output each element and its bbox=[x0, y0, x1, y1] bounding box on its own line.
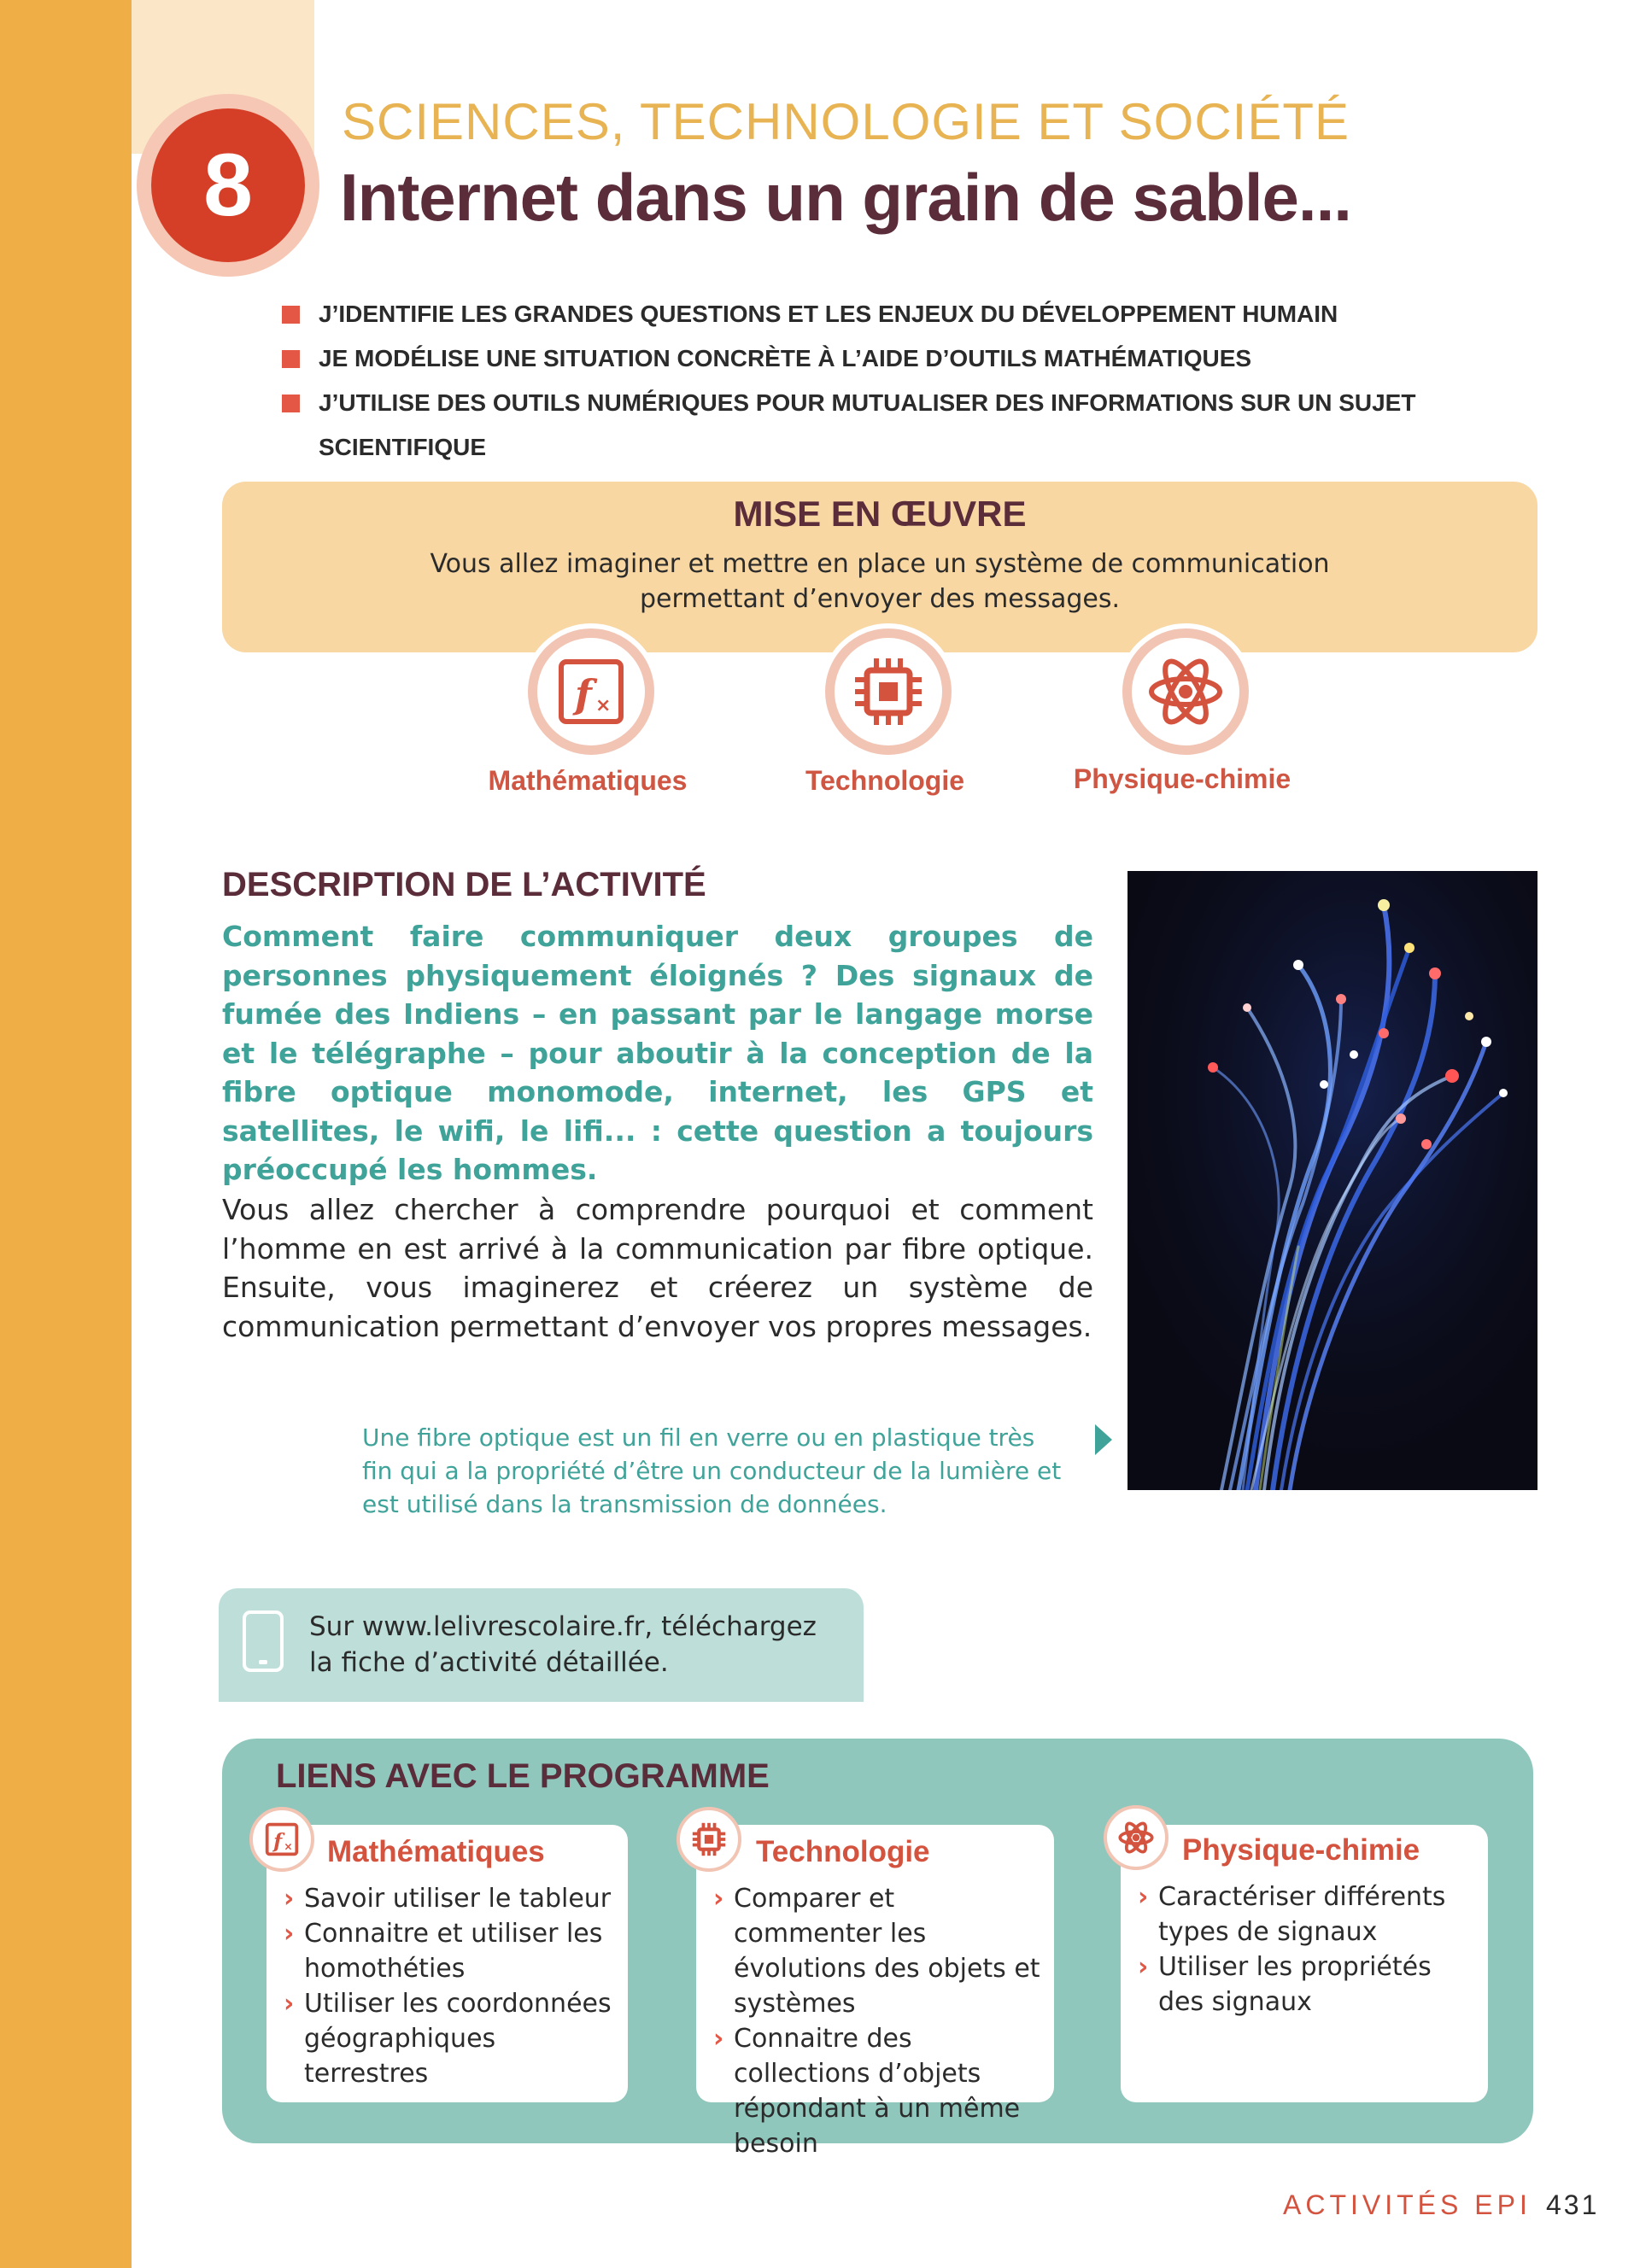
subject-label-technologie: Technologie bbox=[805, 765, 965, 796]
description-body: Vous allez chercher à comprendre pourquoi et comment l’homme en est arrivé à la communication par fibre optique. Ensuite, vous imaginerez et créerez un système de communication permettant d’envoyer vos propres messages. bbox=[222, 1193, 1093, 1343]
liens-programme-title: LIENS AVEC LE PROGRAMME bbox=[276, 1757, 770, 1795]
chip-icon bbox=[820, 623, 957, 760]
programme-card-physique bbox=[1121, 1825, 1488, 2102]
card-item-list bbox=[1138, 1879, 1462, 2020]
caption-pointer-icon bbox=[1095, 1424, 1112, 1455]
card-title: Physique-chimie bbox=[1182, 1833, 1420, 1867]
chapter-kicker: SCIENCES, TECHNOLOGIE ET SOCIÉTÉ bbox=[342, 93, 1350, 150]
objective-item: J’UTILISE DES OUTILS NUMÉRIQUES POUR MUTUALISER DES INFORMATIONS SUR UN SUJET SCIENTIFIQUE bbox=[282, 381, 1580, 425]
list-item: › Caractériser différents types de signaux bbox=[1138, 1882, 1446, 1947]
atom-icon bbox=[1117, 623, 1254, 760]
tablet-icon bbox=[243, 1610, 284, 1672]
list-item: › Connaitre des collections d’objets répondant à un même besoin bbox=[713, 2024, 1021, 2159]
card-item-list bbox=[284, 1881, 621, 2091]
bullet-square-icon bbox=[282, 350, 300, 368]
chip-icon bbox=[676, 1807, 741, 1872]
list-item: › Connaitre et utiliser les homothéties bbox=[284, 1919, 603, 1984]
objective-item: JE MODÉLISE UNE SITUATION CONCRÈTE À L’AIDE D’OUTILS MATHÉMATIQUES bbox=[282, 336, 1580, 381]
list-item: › Utiliser les coordonnées géographiques terrestres bbox=[284, 1989, 612, 2089]
function-icon bbox=[523, 623, 659, 760]
chapter-badge bbox=[137, 94, 319, 277]
fiber-optic-photo bbox=[1128, 871, 1538, 1490]
download-text: Sur www.lelivrescolaire.fr, téléchargez la fiche d’activité détaillée. bbox=[309, 1611, 817, 1678]
description-lead: Comment faire communiquer deux groupes de personnes physiquement éloignés ? Des signaux de fumée des Indiens – en passant par le langage morse et le télégraphe – pour aboutir à la conception de la fibre optique monomode, internet, les GPS et satellites, le wifi, le lifi... : cette question a toujours préoccupé les hommes. bbox=[222, 920, 1093, 1186]
card-title: Technologie bbox=[756, 1835, 930, 1868]
function-icon bbox=[249, 1807, 314, 1872]
page-title: Internet dans un grain de sable... bbox=[340, 160, 1351, 235]
objectives-list bbox=[282, 292, 1580, 460]
photo-caption: Une fibre optique est un fil en verre ou en plastique très fin qui a la propriété d’être un conducteur de la lumière et est utilisé dans la transmission de données. bbox=[362, 1423, 1062, 1518]
svg-text:f: f bbox=[575, 671, 592, 717]
card-title: Mathématiques bbox=[327, 1835, 545, 1868]
programme-card-maths bbox=[266, 1825, 628, 2102]
bullet-square-icon bbox=[282, 395, 300, 412]
svg-text:×: × bbox=[595, 695, 612, 716]
atom-icon bbox=[1104, 1805, 1168, 1870]
page-number: 431 bbox=[1546, 2189, 1600, 2220]
bullet-square-icon bbox=[282, 306, 300, 324]
chapter-number: 8 bbox=[151, 108, 305, 262]
list-item: › Comparer et commenter les évolutions des objets et systèmes bbox=[713, 1884, 1040, 2019]
objective-item: J’IDENTIFIE LES GRANDES QUESTIONS ET LES ENJEUX DU DÉVELOPPEMENT HUMAIN bbox=[282, 292, 1580, 336]
list-item: › Savoir utiliser le tableur bbox=[284, 1884, 612, 1914]
page-sidebar-band bbox=[0, 0, 132, 2268]
mise-en-oeuvre-title: MISE EN ŒUVRE bbox=[733, 494, 1027, 534]
mise-en-oeuvre-text: Vous allez imaginer et mettre en place un système de communication permettant d’envoyer des messages. bbox=[430, 549, 1330, 614]
svg-text:f: f bbox=[273, 1828, 283, 1853]
subject-label-physique: Physique-chimie bbox=[1073, 763, 1292, 794]
svg-text:×: × bbox=[284, 1840, 293, 1853]
description-title: DESCRIPTION DE L’ACTIVITÉ bbox=[222, 866, 706, 903]
subject-label-maths: Mathématiques bbox=[488, 765, 688, 796]
list-item: › Utiliser les propriétés des signaux bbox=[1138, 1952, 1432, 2017]
card-item-list bbox=[713, 1881, 1046, 2161]
programme-card-technologie bbox=[696, 1825, 1054, 2159]
footer-section-label: ACTIVITÉS EPI bbox=[1283, 2189, 1532, 2220]
